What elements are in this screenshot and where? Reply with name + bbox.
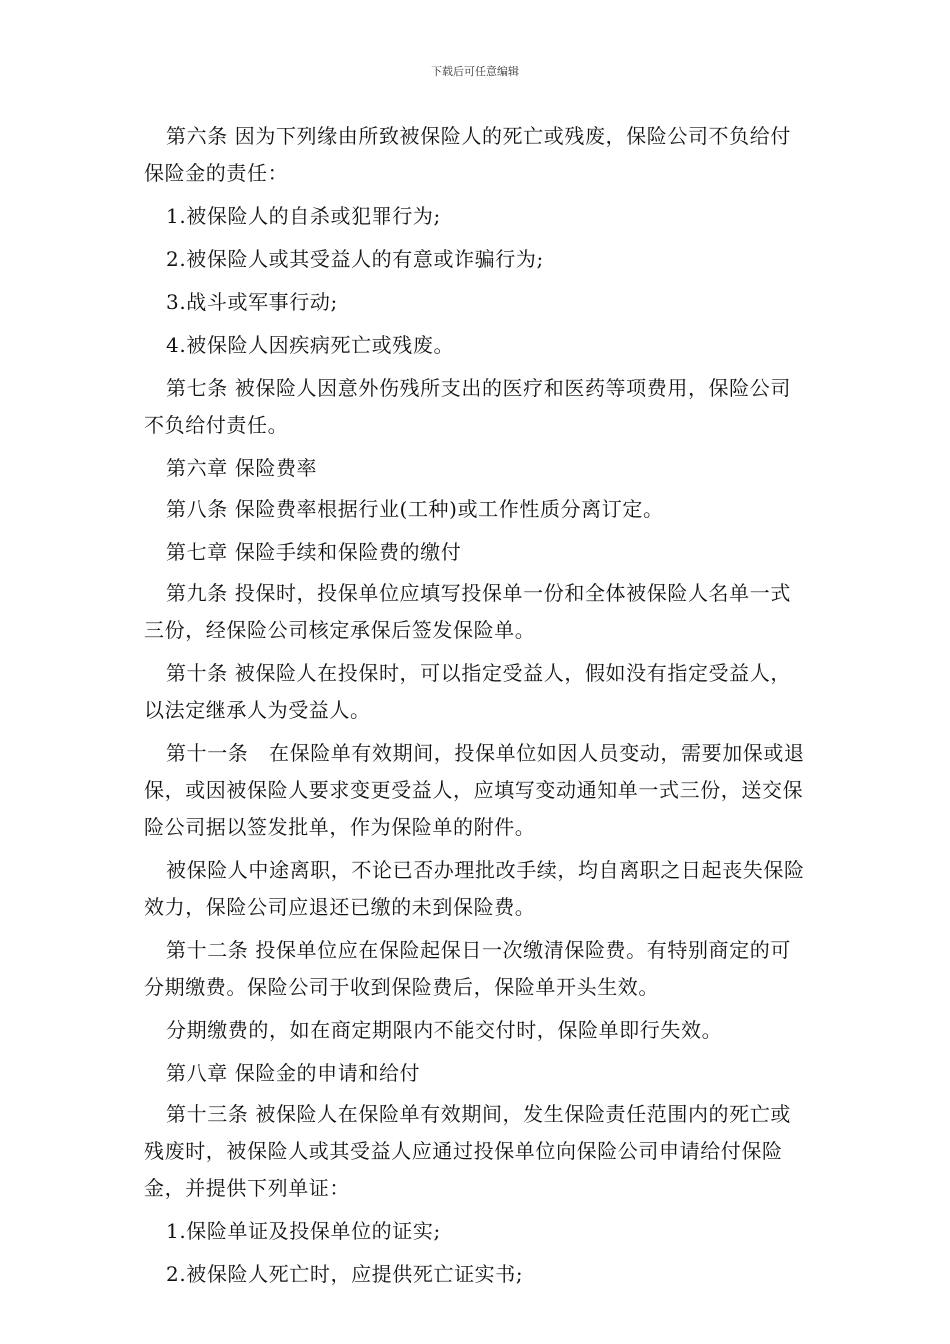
article-13: 第十三条 被保险人在保险单有效期间，发生保险责任范围内的死亡或残废时，被保险人或其受益人应通过投保单位向保险公司申请给付保险金，并提供下列单证： (144, 1102, 791, 1200)
article-6-item-1: 1.被保险人的自杀或犯罪行为; (166, 204, 441, 228)
article-6-item-3: 3.战斗或军事行动; (166, 290, 338, 314)
article-6-item-2: 2.被保险人或其受益人的有意或诈骗行为; (166, 247, 544, 271)
article-6-item-4: 4.被保险人因疾病死亡或残废。 (166, 333, 455, 357)
chapter-6-heading: 第六章 保险费率 (166, 456, 318, 480)
article-9: 第九条 投保时，投保单位应填写投保单一份和全体被保险人名单一式三份，经保险公司核定承保后签发保险单。 (144, 581, 791, 642)
article-11: 第十一条 在保险单有效期间，投保单位如因人员变动，需要加保或退保，或因被保险人要求变更受益人，应填写变动通知单一式三份，送交保险公司据以签发批单，作为保险单的附件。 (144, 741, 805, 839)
article-12-continuation: 分期缴费的，如在商定期限内不能交付时，保险单即行失效。 (166, 1018, 723, 1042)
chapter-8-heading: 第八章 保险金的申请和给付 (166, 1061, 421, 1085)
article-11-continuation: 被保险人中途离职，不论已否办理批改手续，均自离职之日起丧失保险效力，保险公司应退还已缴的未到保险费。 (144, 858, 805, 919)
article-10: 第十条 被保险人在投保时，可以指定受益人，假如没有指定受益人，以法定继承人为受益人。 (144, 661, 791, 722)
article-13-item-1: 1.保险单证及投保单位的证实; (166, 1219, 441, 1243)
chapter-7-heading: 第七章 保险手续和保险费的缴付 (166, 540, 462, 564)
article-8: 第八条 保险费率根据行业(工种)或工作性质分离订定。 (166, 497, 664, 521)
article-13-item-2: 2.被保险人死亡时，应提供死亡证实书; (166, 1262, 524, 1286)
document-body (144, 118, 806, 1299)
article-7: 第七条 被保险人因意外伤残所支出的医疗和医药等项费用，保险公司不负给付责任。 (144, 376, 791, 437)
page-header-note: 下载后可任意编辑 (431, 65, 519, 78)
article-12: 第十二条 投保单位应在保险起保日一次缴清保险费。有特别商定的可分期缴费。保险公司于收到保险费后，保险单开头生效。 (144, 938, 791, 999)
article-6: 第六条 因为下列缘由所致被保险人的死亡或残废，保险公司不负给付保险金的责任： (144, 124, 791, 185)
